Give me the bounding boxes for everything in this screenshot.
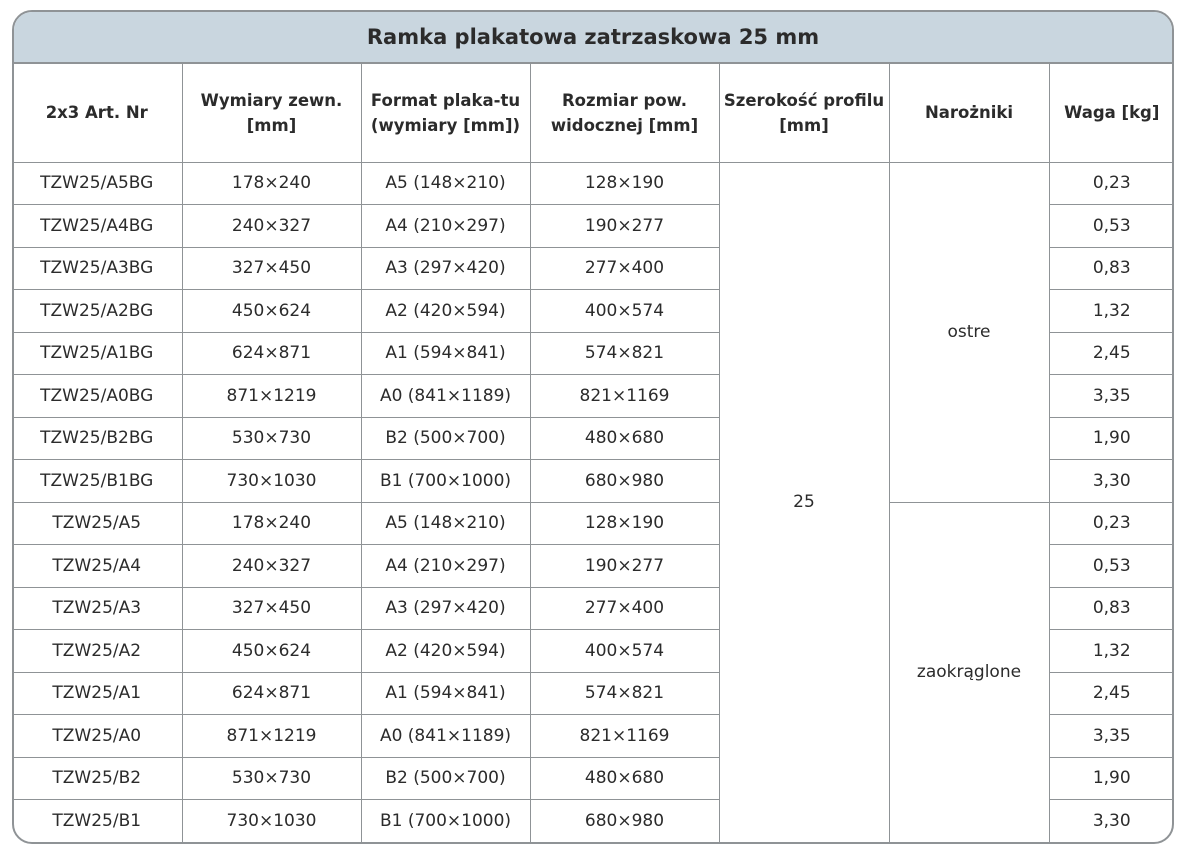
cell-poster-format: A3 (297×420) xyxy=(361,247,530,290)
cell-visible-size: 574×821 xyxy=(530,672,719,715)
cell-visible-size: 128×190 xyxy=(530,502,719,545)
cell-poster-format: B2 (500×700) xyxy=(361,757,530,800)
cell-outer-dims: 530×730 xyxy=(182,417,361,460)
cell-poster-format: A4 (210×297) xyxy=(361,205,530,248)
cell-weight: 3,35 xyxy=(1049,375,1174,418)
cell-poster-format: A2 (420×594) xyxy=(361,630,530,673)
cell-art-nr: TZW25/A2BG xyxy=(12,290,182,333)
cell-art-nr: TZW25/A3BG xyxy=(12,247,182,290)
cell-art-nr: TZW25/A5BG xyxy=(12,162,182,205)
cell-art-nr: TZW25/A0 xyxy=(12,715,182,758)
cell-weight: 3,30 xyxy=(1049,800,1174,843)
cell-poster-format: A0 (841×1189) xyxy=(361,375,530,418)
header-outer-dims: Wymiary zewn. [mm] xyxy=(182,64,361,162)
cell-visible-size: 190×277 xyxy=(530,545,719,588)
cell-poster-format: B2 (500×700) xyxy=(361,417,530,460)
table-body xyxy=(12,162,1174,842)
cell-art-nr: TZW25/A1 xyxy=(12,672,182,715)
header-profile-width: Szerokość profilu [mm] xyxy=(719,64,889,162)
cell-outer-dims: 240×327 xyxy=(182,545,361,588)
table-row xyxy=(12,162,1174,205)
cell-outer-dims: 327×450 xyxy=(182,247,361,290)
cell-visible-size: 821×1169 xyxy=(530,375,719,418)
cell-art-nr: TZW25/A3 xyxy=(12,587,182,630)
cell-outer-dims: 530×730 xyxy=(182,757,361,800)
header-row xyxy=(12,64,1174,162)
header-poster-format: Format plaka-tu (wymiary [mm]) xyxy=(361,64,530,162)
cell-weight: 0,83 xyxy=(1049,247,1174,290)
cell-weight: 3,35 xyxy=(1049,715,1174,758)
cell-outer-dims: 730×1030 xyxy=(182,460,361,503)
cell-outer-dims: 178×240 xyxy=(182,502,361,545)
cell-outer-dims: 240×327 xyxy=(182,205,361,248)
cell-art-nr: TZW25/B1BG xyxy=(12,460,182,503)
cell-visible-size: 480×680 xyxy=(530,757,719,800)
cell-poster-format: A1 (594×841) xyxy=(361,672,530,715)
cell-poster-format: A4 (210×297) xyxy=(361,545,530,588)
table-title: Ramka plakatowa zatrzaskowa 25 mm xyxy=(14,12,1172,64)
cell-weight: 1,90 xyxy=(1049,757,1174,800)
cell-art-nr: TZW25/B2BG xyxy=(12,417,182,460)
cell-weight: 3,30 xyxy=(1049,460,1174,503)
cell-visible-size: 190×277 xyxy=(530,205,719,248)
cell-art-nr: TZW25/A0BG xyxy=(12,375,182,418)
cell-visible-size: 400×574 xyxy=(530,630,719,673)
cell-art-nr: TZW25/B1 xyxy=(12,800,182,843)
cell-weight: 1,32 xyxy=(1049,290,1174,333)
cell-weight: 0,23 xyxy=(1049,162,1174,205)
cell-poster-format: B1 (700×1000) xyxy=(361,800,530,843)
header-art-nr: 2x3 Art. Nr xyxy=(12,64,182,162)
cell-art-nr: TZW25/A4 xyxy=(12,545,182,588)
header-weight: Waga [kg] xyxy=(1049,64,1174,162)
header-visible-size: Rozmiar pow. widocznej [mm] xyxy=(530,64,719,162)
cell-poster-format: A5 (148×210) xyxy=(361,162,530,205)
cell-poster-format: A1 (594×841) xyxy=(361,332,530,375)
cell-outer-dims: 327×450 xyxy=(182,587,361,630)
cell-visible-size: 277×400 xyxy=(530,587,719,630)
cell-weight: 0,23 xyxy=(1049,502,1174,545)
cell-corners: ostre xyxy=(889,162,1049,502)
cell-art-nr: TZW25/A1BG xyxy=(12,332,182,375)
cell-poster-format: B1 (700×1000) xyxy=(361,460,530,503)
cell-visible-size: 128×190 xyxy=(530,162,719,205)
cell-poster-format: A5 (148×210) xyxy=(361,502,530,545)
cell-art-nr: TZW25/A4BG xyxy=(12,205,182,248)
cell-weight: 0,83 xyxy=(1049,587,1174,630)
cell-outer-dims: 871×1219 xyxy=(182,375,361,418)
cell-outer-dims: 178×240 xyxy=(182,162,361,205)
cell-art-nr: TZW25/B2 xyxy=(12,757,182,800)
table-frame xyxy=(12,10,1174,844)
cell-art-nr: TZW25/A5 xyxy=(12,502,182,545)
cell-weight: 2,45 xyxy=(1049,672,1174,715)
header-corners: Narożniki xyxy=(889,64,1049,162)
cell-visible-size: 680×980 xyxy=(530,460,719,503)
cell-visible-size: 480×680 xyxy=(530,417,719,460)
spec-table xyxy=(12,64,1174,843)
table-row xyxy=(12,502,1174,545)
cell-profile-width: 25 xyxy=(719,162,889,842)
cell-weight: 0,53 xyxy=(1049,205,1174,248)
cell-art-nr: TZW25/A2 xyxy=(12,630,182,673)
cell-outer-dims: 730×1030 xyxy=(182,800,361,843)
cell-poster-format: A0 (841×1189) xyxy=(361,715,530,758)
cell-weight: 1,32 xyxy=(1049,630,1174,673)
cell-poster-format: A3 (297×420) xyxy=(361,587,530,630)
cell-outer-dims: 450×624 xyxy=(182,630,361,673)
cell-visible-size: 400×574 xyxy=(530,290,719,333)
cell-outer-dims: 450×624 xyxy=(182,290,361,333)
cell-visible-size: 680×980 xyxy=(530,800,719,843)
cell-weight: 1,90 xyxy=(1049,417,1174,460)
cell-outer-dims: 871×1219 xyxy=(182,715,361,758)
cell-visible-size: 821×1169 xyxy=(530,715,719,758)
cell-weight: 2,45 xyxy=(1049,332,1174,375)
cell-outer-dims: 624×871 xyxy=(182,332,361,375)
cell-corners: zaokrąglone xyxy=(889,502,1049,842)
cell-weight: 0,53 xyxy=(1049,545,1174,588)
cell-visible-size: 574×821 xyxy=(530,332,719,375)
cell-visible-size: 277×400 xyxy=(530,247,719,290)
cell-outer-dims: 624×871 xyxy=(182,672,361,715)
cell-poster-format: A2 (420×594) xyxy=(361,290,530,333)
